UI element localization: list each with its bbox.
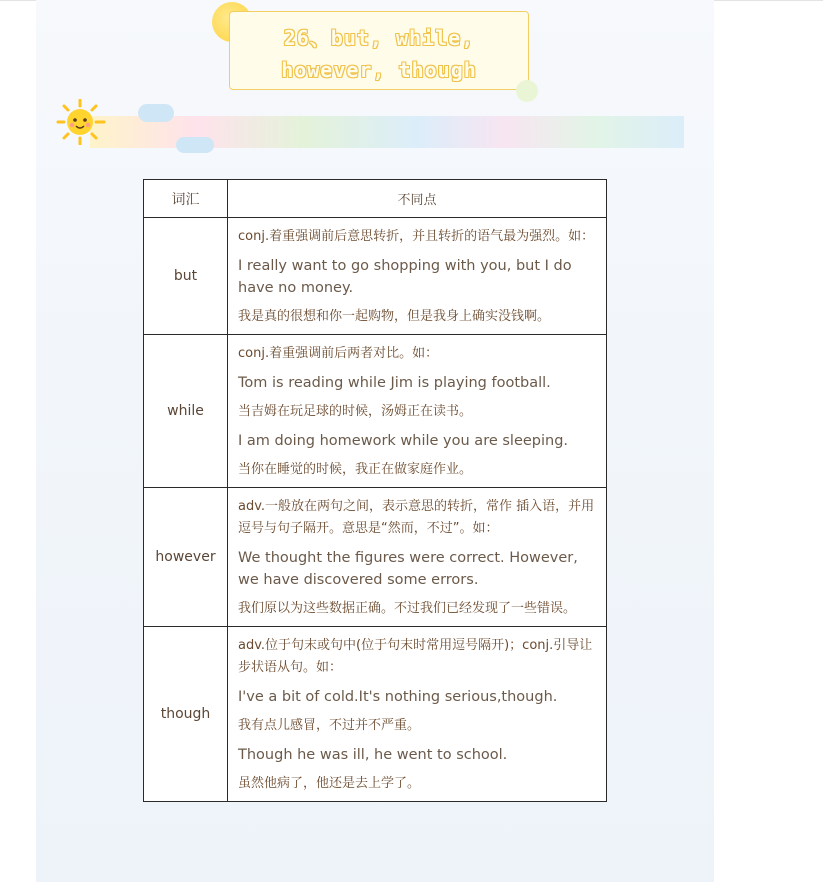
cloud-icon (138, 104, 174, 122)
title-line-1: 26、but, while, (283, 26, 475, 50)
smiling-sun-icon (56, 99, 106, 145)
explanation-text: 我们原以为这些数据正确。不过我们已经发现了一些错误。 (238, 601, 577, 616)
word-cell: while (144, 335, 228, 488)
example-sentence: I've a bit of cold.It's nothing serious,though. (238, 689, 558, 705)
dot-decoration (516, 80, 538, 102)
explanation-text: 我是真的很想和你一起购物，但是我身上确实没钱啊。 (238, 309, 551, 324)
explanation-text: adv.位于句末或句中(位于句末时常用逗号隔开)；conj.引导让步状语从句。如： (238, 638, 593, 675)
header-difference: 不同点 (228, 180, 607, 218)
page-title (230, 22, 528, 86)
difference-cell (228, 335, 607, 488)
table-row (144, 488, 607, 627)
difference-cell (228, 627, 607, 802)
explanation-text: adv.一般放在两句之间，表示意思的转折，常作 插入语，并用逗号与句子隔开。意思是“然而，不过”。如： (238, 499, 595, 536)
table-row (144, 627, 607, 802)
explanation-text: 当你在睡觉的时候，我正在做家庭作业。 (238, 462, 473, 477)
word-cell: though (144, 627, 228, 802)
word-cell: but (144, 218, 228, 335)
table-header-row (144, 180, 607, 218)
difference-cell (228, 218, 607, 335)
explanation-text: 虽然他病了，他还是去上学了。 (238, 776, 421, 791)
title-line-2: however, though (281, 58, 477, 82)
explanation-text: conj.着重强调前后两者对比。如： (238, 346, 439, 361)
example-sentence: Though he was ill, he went to school. (238, 747, 508, 763)
explanation-text: 当吉姆在玩足球的时候，汤姆正在读书。 (238, 404, 473, 419)
example-sentence: We thought the figures were correct. However, we have discovered some errors. (238, 550, 578, 588)
cloud-icon (176, 137, 214, 153)
example-sentence: I am doing homework while you are sleeping. (238, 433, 569, 449)
table-row (144, 335, 607, 488)
difference-cell (228, 488, 607, 627)
explanation-text: conj.着重强调前后意思转折，并且转折的语气最为强烈。如： (238, 229, 595, 244)
table-row (144, 218, 607, 335)
example-sentence: I really want to go shopping with you, but I do have no money. (238, 258, 572, 296)
explanation-text: 我有点儿感冒，不过并不严重。 (238, 718, 421, 733)
title-box (229, 11, 529, 90)
header-word: 词汇 (144, 180, 228, 218)
comparison-table (143, 179, 607, 802)
example-sentence: Tom is reading while Jim is playing football. (238, 375, 551, 391)
word-cell: however (144, 488, 228, 627)
